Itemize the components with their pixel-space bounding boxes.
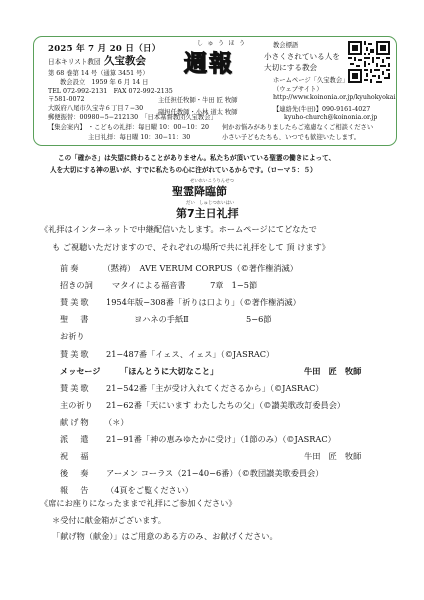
motto-label: 教会標語 [273, 42, 299, 49]
item-text: （＊） [104, 417, 129, 427]
gathering-note-2: 小さい子どもたちも、いつでも歓迎いたします。 [222, 134, 361, 141]
item-text: 21−487番「イェス、イェス」（©JASRAC） [106, 349, 275, 359]
item-label: 前奏 [60, 263, 81, 273]
pastor-vice: 副担任教師・小林 道太 牧師 [158, 109, 238, 116]
list-item [60, 400, 346, 411]
item-text: （黙祷） AVE VERUM CORPUS（©著作権消滅） [102, 263, 298, 273]
title-ruby: しゅうほう [197, 40, 250, 47]
footer-line-2: ＊受付に献金箱がございます。 [52, 515, 166, 525]
item-label: 主の祈り [60, 400, 93, 410]
homepage-site: （ウェブサイト） [273, 86, 323, 93]
item-label: 祝福 [60, 451, 101, 461]
page-title: 週報 [184, 51, 234, 77]
church-name: 久宝教会 [104, 55, 146, 67]
streaming-notice-1: 《礼拝はインターネットで中継配信いたします。ホームページにてどなたで [40, 224, 317, 234]
website-link[interactable]: http://www.koinonia.or.jp/kyuhokyokai [273, 94, 396, 101]
item-label: 賛美歌 [60, 297, 91, 307]
item-label: 派遣 [60, 434, 101, 444]
item-text: マタイによる福音書 7章 1−5節 [112, 280, 258, 290]
item-text: （4頁をご覧ください） [106, 485, 194, 495]
postal-transfer: 郵便振替：00980−5−212130 「日本基督教団久宝教会」 [48, 114, 217, 121]
item-label: 後奏 [60, 468, 101, 478]
item-text: アーメン コーラス（21−40−6番）（©教団讃美歌委員会） [106, 468, 324, 478]
qr-code-icon[interactable] [348, 41, 390, 83]
list-item [60, 451, 362, 462]
bulletin-date: 2025 年 7 月 20 日（日） [48, 44, 161, 54]
list-item [60, 468, 324, 479]
item-label: 聖書 [60, 314, 101, 324]
item-label: 賛美歌 [60, 349, 91, 359]
footer-line-1: 《席にお座りになったままで礼拝にご参加ください》 [40, 498, 237, 508]
item-label: 献げ物 [60, 417, 91, 427]
footer-line-3: 「献げ物（献金）」はご用意のある方のみ、お献げください。 [52, 531, 278, 541]
list-item [60, 331, 100, 342]
gathering-children: 【集会案内】 ・こどもの礼拝：毎日曜 10：00−10：20 [48, 124, 209, 131]
contact-mobile: 【連絡先(牛田)】090-9161-4027 [273, 106, 371, 113]
list-item [60, 366, 362, 377]
homepage-label: ホームページ「久宝教会」 [273, 77, 349, 84]
sunday-title: 第7主日礼拝 [176, 207, 239, 220]
list-item [60, 263, 298, 274]
phone-fax: TEL 072-992-2131 FAX 072-992-2135 [48, 88, 173, 95]
street-address: 大阪府八尾市久宝寺６丁目７−30 [48, 105, 144, 112]
streaming-notice-2: も ご視聴いただけますので、それぞれの場所で共に礼拝をして 頂 けます》 [52, 242, 330, 252]
pastor-main: 主任担任牧師・牛田 匠 牧師 [158, 97, 238, 104]
item-text: 21−542番「主が受け入れてくださるから」（©JASRAC） [106, 383, 324, 393]
motto-line-1: 小さくされている人を [264, 52, 340, 61]
postal-code: 〒581-0072 [48, 96, 85, 103]
list-item [60, 297, 301, 308]
item-text: 1954年版−308番「祈りは口より」（©著作権消滅） [106, 297, 301, 307]
issue-number: 第 68 巻第 14 号（通算 3451 号） [48, 70, 149, 77]
item-text: ヨハネの手紙Ⅱ 5−6節 [134, 314, 272, 324]
founded-date: 教会設立 1959 年 6 月 14 日 [60, 79, 149, 86]
item-label: 招きの詞 [60, 280, 93, 290]
item-text: 21−62番「天にいます わたしたちの父」（©讃美歌改訂委員会） [106, 400, 346, 410]
verse-line-1: この「確かさ」は失望に終わることがありません。私たちが頂いている聖霊の働きによって、 [58, 154, 336, 162]
sunday-ruby: だい しゅじつれいはい [186, 201, 235, 206]
item-label: 報告 [60, 485, 101, 495]
header-box [33, 36, 397, 146]
item-label: 賛美歌 [60, 383, 91, 393]
feast-ruby: せいれいこうりんせつ [190, 179, 234, 184]
motto-line-2: 大切にする教会 [264, 63, 318, 72]
officiant-name: 牛田 匠 牧師 [304, 451, 362, 461]
contact-email[interactable]: kyuho-church@koinonia.or.jp [284, 114, 378, 121]
verse-line-2: 人を大切にする神の思いが、すでに私たちの心に注がれているからです。（ローマ５：５） [50, 166, 317, 174]
list-item [60, 417, 129, 428]
message-title: 「ほんとうに大切なこと」 [120, 366, 219, 376]
feast-title: 聖霊降臨節 [172, 185, 227, 198]
gathering-note-1: 何かお悩みがありましたらご遠慮なくご相談ください [222, 124, 374, 131]
gathering-worship: 主日礼拝：毎日曜 10：30−11：30 [88, 134, 191, 141]
list-item [60, 485, 194, 496]
list-item [60, 383, 324, 394]
item-label: メッセージ [60, 366, 101, 376]
preacher-name: 牛田 匠 牧師 [304, 366, 362, 376]
list-item [60, 349, 275, 360]
item-text: 21−91番「神の恵みゆたかに受け」（1節のみ）（©JASRAC） [106, 434, 336, 444]
list-item [60, 280, 258, 291]
list-item [60, 314, 272, 325]
denomination: 日本キリスト教団 [48, 58, 101, 66]
list-item [60, 434, 336, 445]
item-label: お祈り [60, 331, 85, 341]
